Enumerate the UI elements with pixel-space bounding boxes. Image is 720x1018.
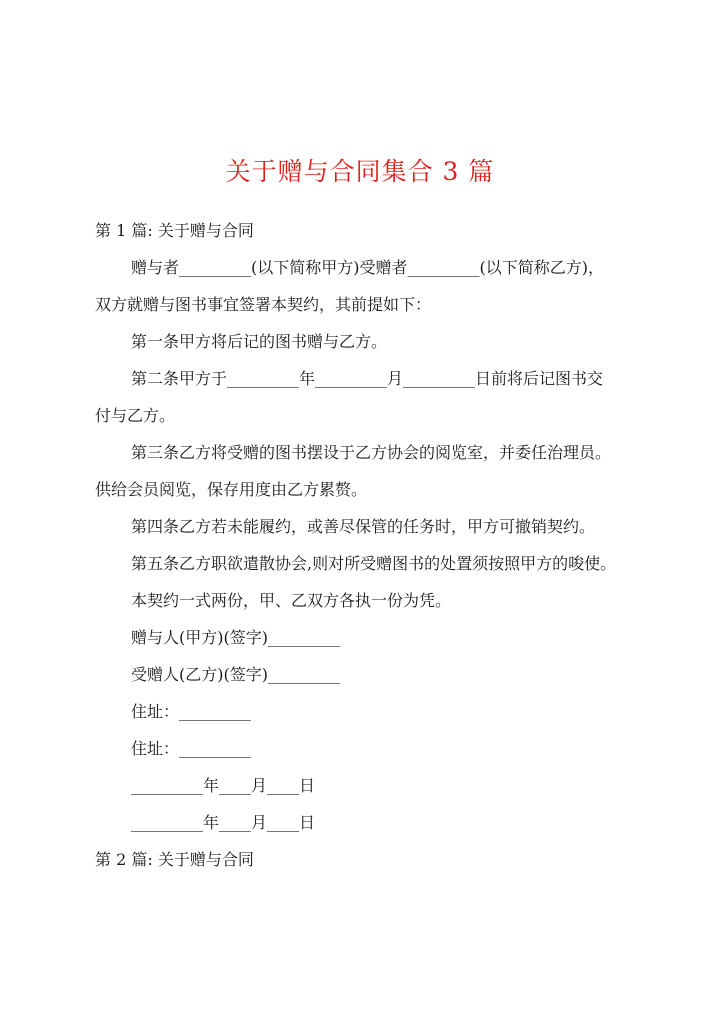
clause-2-continuation: 付与乙方。 (95, 406, 176, 425)
section-heading: 第 1 篇: 关于赠与合同 (95, 221, 254, 240)
clause-2: 第二条甲方于_________年_________月_________日前将后记图书交 (131, 369, 604, 388)
clause-3-continuation: 供给会员阅览，保存用度由乙方累赘。 (95, 480, 368, 499)
paragraph-continuation: 双方就赠与图书事宜签署本契约，其前提如下： (95, 295, 432, 314)
address-line: 住址：_________ (131, 702, 252, 721)
date-line: _________年____月____日 (131, 813, 316, 832)
paragraph: 赠与者_________(以下简称甲方)受赠者_________(以下简称乙方)， (131, 258, 604, 277)
clause-3: 第三条乙方将受赠的图书摆设于乙方协会的阅览室，并委任治理员。 (131, 443, 612, 462)
clause-1: 第一条甲方将后记的图书赠与乙方。 (131, 332, 388, 351)
section-heading: 第 2 篇: 关于赠与合同 (95, 850, 254, 869)
clause-4: 第四条乙方若未能履约，或善尽保管的任务时，甲方可撤销契约。 (131, 517, 596, 536)
document-title: 关于赠与合同集合 3 篇 (225, 157, 495, 186)
date-line: _________年____月____日 (131, 776, 316, 795)
donee-signature-line: 受赠人(乙方)(签字)_________ (131, 665, 340, 684)
donor-signature-line: 赠与人(甲方)(签字)_________ (131, 628, 340, 647)
clause-5: 第五条乙方职欲遣散协会,则对所受赠图书的处置须按照甲方的唆使。 (131, 554, 617, 573)
copies-statement: 本契约一式两份，甲、乙双方各执一份为凭。 (131, 591, 452, 610)
address-line: 住址：_________ (131, 739, 252, 758)
document-body (95, 212, 645, 878)
